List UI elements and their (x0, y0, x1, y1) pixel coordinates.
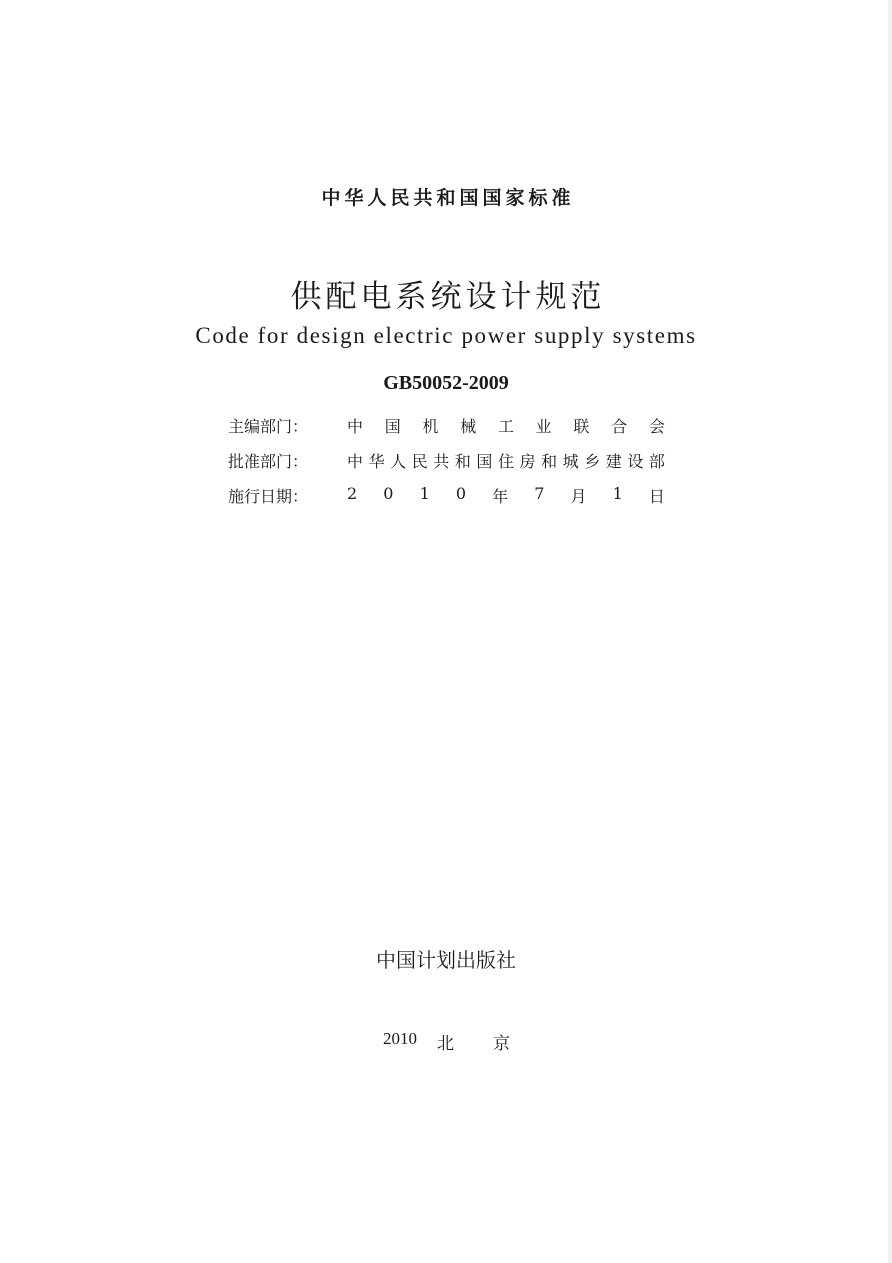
value-char: 0 (383, 484, 394, 503)
value-char: 和 (454, 452, 471, 471)
meta-value (347, 484, 665, 507)
meta-value (347, 414, 665, 437)
value-char: 国 (384, 417, 401, 436)
value-char: 华 (368, 452, 385, 471)
value-char: 国 (476, 452, 493, 471)
value-char: 1 (419, 484, 430, 503)
meta-label: 施行日期： (228, 487, 309, 506)
value-char: 中 (347, 452, 364, 471)
publisher: 中国计划出版社 (376, 948, 516, 972)
value-char: 1 (612, 484, 623, 503)
meta-row-chief-department (228, 414, 668, 449)
value-char: 7 (534, 484, 545, 503)
imprint-city (437, 1029, 510, 1054)
value-char: 业 (535, 417, 552, 436)
value-char: 住 (497, 452, 514, 471)
value-char: 建 (605, 452, 622, 471)
value-char: 工 (497, 417, 514, 436)
meta-value (347, 449, 665, 472)
value-char: 民 (411, 452, 428, 471)
value-char: 城 (562, 452, 579, 471)
value-char: 日 (648, 487, 665, 506)
value-char: 月 (570, 487, 587, 506)
meta-table (228, 414, 668, 519)
value-char: 机 (422, 417, 439, 436)
value-char: 中 (347, 417, 364, 436)
value-char: 合 (611, 417, 628, 436)
standard-code: GB50052-2009 (383, 372, 509, 394)
title-english: Code for design electric power supply systems (195, 323, 697, 348)
value-char: 会 (648, 417, 665, 436)
title-chinese: 供配电系统设计规范 (290, 279, 606, 315)
value-char: 京 (493, 1034, 510, 1054)
meta-row-effective-date (228, 484, 668, 519)
value-char: 和 (541, 452, 558, 471)
value-char: 设 (627, 452, 644, 471)
value-char: 部 (648, 452, 665, 471)
value-char: 乡 (584, 452, 601, 471)
value-char: 2 (347, 484, 358, 503)
value-char: 联 (573, 417, 590, 436)
imprint-year: 2010 (383, 1029, 417, 1048)
value-char: 0 (455, 484, 467, 503)
imprint (0, 1029, 892, 1053)
value-char: 人 (390, 452, 407, 471)
meta-label: 主编部门： (228, 417, 309, 436)
value-char: 共 (433, 452, 450, 471)
meta-label: 批准部门： (228, 452, 309, 471)
meta-row-approving-department (228, 449, 668, 484)
standard-series: 中华人民共和国国家标准 (321, 187, 575, 209)
value-char: 械 (460, 417, 477, 436)
value-char: 北 (437, 1034, 454, 1054)
value-char: 房 (519, 452, 536, 471)
value-char: 年 (492, 487, 509, 506)
